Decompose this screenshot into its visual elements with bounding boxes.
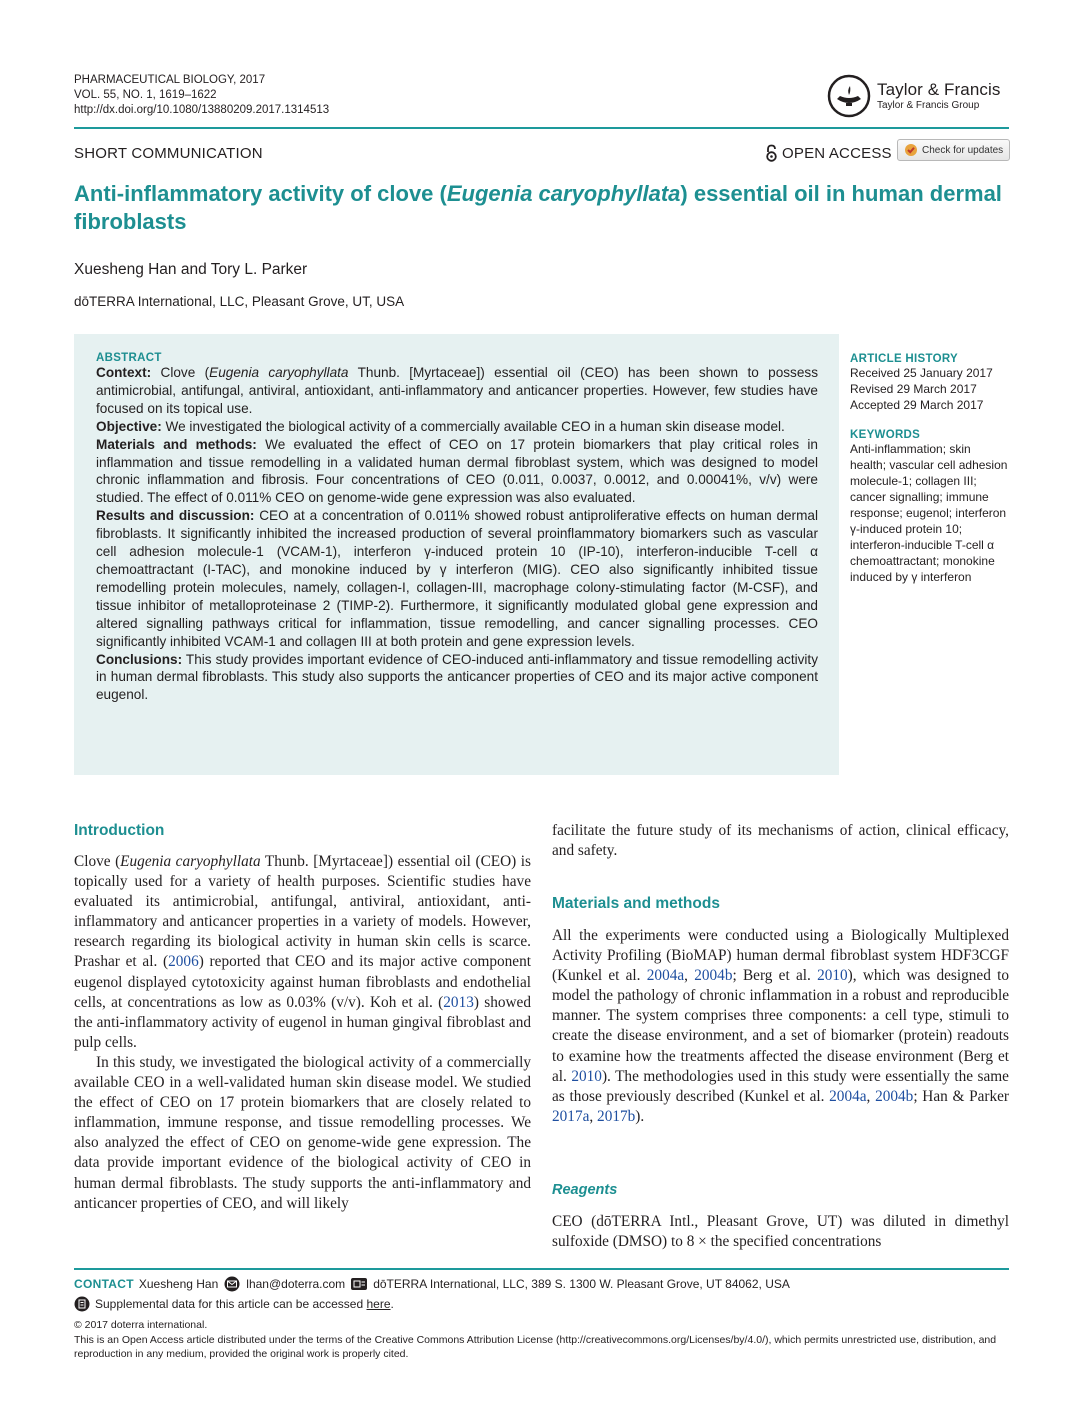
check-for-updates-button[interactable] (897, 139, 1010, 161)
results-label: Results and discussion: (96, 508, 255, 524)
journal-name: PHARMACEUTICAL BIOLOGY, 2017 (74, 74, 266, 86)
abstract-methods (96, 436, 818, 508)
text: Thunb. [Myrtaceae]) essential oil (CEO) is topically used for a variety of health purposes. Scientific studies have evaluated its antimicrobial, antifungal, antiviral, antioxidant, anti-inflammatory and anticancer properties in a variety of models. However, research regarding its biological activity in human skin cells is scarce. Prashar et al. ( (74, 853, 531, 971)
open-access-badge (765, 144, 892, 162)
text: ; Berg et al. (732, 967, 818, 985)
revised-date: Revised 29 March 2017 (850, 382, 977, 396)
objective-label: Objective: (96, 418, 162, 434)
species: Eugenia caryophyllata (120, 853, 261, 870)
text: We investigated the biological activity of a commercially available CEO in a human skin disease model. (165, 418, 785, 434)
citation-link[interactable]: 2004a (829, 1087, 867, 1105)
journal-volume: VOL. 55, NO. 1, 1619–1622 (74, 89, 217, 101)
citation-link[interactable]: 2017a (552, 1107, 590, 1125)
reagents-text: CEO (dōTERRA Intl., Pleasant Grove, UT) was diluted in dimethyl sulfoxide (DMSO) to 8 × the specified concentrations (552, 1213, 1009, 1251)
intro-continued: facilitate the future study of its mechanisms of action, clinical efficacy, and safety. (552, 822, 1009, 860)
abstract-heading: ABSTRACT (96, 352, 162, 364)
citation-link[interactable]: 2004b (694, 967, 733, 985)
license-text: This is an Open Access article distributed under the terms of the Creative Commons Attribution License (http://creativecommons.org/Licenses/by/4.0/), which permits unrestricted use, distribution, and reproduction in any medium, provided the original work is properly cited. (74, 1334, 997, 1360)
text: ). (635, 1107, 645, 1125)
methods-text (552, 926, 1009, 1127)
text: , (866, 1087, 876, 1105)
abstract-results (96, 507, 818, 650)
email-icon (223, 1276, 241, 1292)
section-label: SHORT COMMUNICATION (74, 145, 263, 162)
abstract-body (96, 364, 818, 704)
text: ; Han & Parker (913, 1087, 1009, 1105)
reagents-heading: Reagents (552, 1182, 618, 1198)
text: , (684, 967, 695, 985)
intro-paragraph-1 (74, 852, 531, 1053)
check-for-updates-label: Check for updates (922, 144, 1004, 156)
intro-text (74, 852, 531, 1214)
affiliation: dōTERRA International, LLC, Pleasant Grove, UT, USA (74, 294, 405, 309)
publisher-logo (827, 74, 1000, 118)
supplemental-link[interactable]: here (366, 1297, 391, 1311)
abstract-objective (96, 418, 818, 436)
citation-link[interactable]: 2010 (817, 967, 848, 985)
intro-paragraph-2: In this study, we investigated the biological activity of a commercially available CEO in a well-validated human skin disease model. We studied the effect of CEO on 17 protein biomarkers that are closely related to inflammation, immune response, and tissue remodelling processes. We also analyzed the effect of CEO on genome-wide gene expression. The data provide important evidence of the biological activity of CEO in human dermal fibroblasts. The study supports the anti-inflammatory and anticancer properties of CEO, and will likely (74, 1053, 531, 1212)
contact-address: dōTERRA International, LLC, 389 S. 1300 W. Pleasant Grove, UT 84062, USA (373, 1277, 790, 1291)
citation-link[interactable]: 2013 (443, 993, 474, 1011)
authors: Xuesheng Han and Tory L. Parker (74, 261, 308, 278)
citation-link[interactable]: 2004a (646, 967, 685, 985)
contact-line (74, 1276, 790, 1292)
text: ) reported that CEO and its major active component eugenol displayed cytotoxicity against human fibroblasts and endothelial cells, at concentrations as low as 0.03% (v/v). Koh et al. ( (74, 953, 531, 1011)
crossmark-icon (904, 143, 918, 157)
article-sidebar (850, 353, 1010, 585)
title-part: Anti-inflammatory activity of clove ( (74, 181, 447, 206)
text: CEO at a concentration of 0.011% showed robust antiproliferative effects on human dermal fibroblasts. It significantly inhibited the increased production of several proinflammatory biomarkers such as vascular cell adhesion molecule-1 (VCAM-1), interferon γ-induced protein 10 (IP-10), interferon-inducible T-cell α chemoattractant (I-TAC), and monokine induced by γ interferon (MIG). CEO also significantly inhibited tissue remodelling protein molecules, namely, collagen-I, collagen-III, macrophage colony-stimulating factor (M-CSF), and tissue inhibitor of metalloproteinase 2 (TIMP-2). Furthermore, it significantly modulated global gene expression and altered signalling pathways critical for inflammation, tissue remodelling, and cancer signalling processes. CEO significantly inhibited VCAM-1 and collagen III at both protein and gene expression levels. (96, 508, 818, 649)
abstract-context (96, 364, 818, 418)
context-label: Context: (96, 365, 152, 380)
supplemental-text: Supplemental data for this article can be accessed (95, 1297, 367, 1311)
header-rule (74, 127, 1009, 129)
intro-heading: Introduction (74, 822, 165, 839)
open-lock-icon (765, 144, 778, 162)
text: Clove ( (74, 853, 121, 870)
conclusions-label: Conclusions: (96, 651, 183, 667)
text: Clove ( (160, 365, 210, 380)
journal-info (74, 73, 329, 118)
taylor-francis-lamp-icon (827, 74, 871, 118)
abstract-conclusions (96, 651, 818, 705)
address-icon (350, 1276, 368, 1292)
methods-paragraph (552, 926, 1009, 1127)
abstract (96, 352, 818, 704)
text: , (589, 1107, 598, 1125)
supplemental-data-icon (74, 1296, 90, 1312)
article-title (74, 180, 1004, 236)
contact-label: CONTACT (74, 1277, 134, 1291)
text: ). The methodologies used in this study were essentially the same as those previously described (Kunkel et al. (552, 1067, 1009, 1105)
keywords-list: Anti-inflammation; skin health; vascular cell adhesion molecule-1; collagen III; cancer signalling; immune response; eugenol; interferon γ-induced protein 10; interferon-inducible T-cell α chemoattractant; monokine induced by γ interferon (850, 442, 1008, 584)
article-history-heading: ARTICLE HISTORY (850, 353, 959, 365)
species: Eugenia caryophyllata (209, 365, 349, 380)
publisher-name: Taylor & Francis (877, 80, 1001, 99)
keywords-heading: KEYWORDS (850, 429, 921, 441)
text: We evaluated the effect of CEO on 17 protein biomarkers that play critical roles in inflammation and tissue remodelling in a validated human dermal fibroblast system, which was designed to model chronic inflammation and fibrosis. Four concentrations of CEO (0.011, 0.0037, 0.0012, and 0.00041%, v/v) were studied. The effect of 0.011% CEO on genome-wide gene expression was also evaluated. (96, 436, 818, 506)
copyright: © 2017 doterra international. (74, 1319, 208, 1331)
supplemental-line (74, 1296, 394, 1312)
citation-link[interactable]: 2006 (168, 953, 199, 971)
text: All the experiments were conducted using a Biologically Multiplexed Activity Profiling (BioMAP) human dermal fibroblast system HDF3CGF (Kunkel et al. (552, 927, 1009, 985)
title-species: Eugenia caryophyllata (446, 181, 681, 206)
title-part: ) essential oil in human dermal fibroblasts (74, 181, 1002, 234)
contact-email[interactable]: lhan@doterra.com (246, 1277, 346, 1291)
citation-link[interactable]: 2004b (875, 1087, 914, 1105)
citation-link[interactable]: 2010 (571, 1067, 602, 1085)
publisher-group: Taylor & Francis Group (877, 100, 980, 111)
text: ) showed the anti-inflammatory activity of eugenol in human gingival fibroblast and pulp cells. (74, 993, 531, 1051)
contact-name: Xuesheng Han (138, 1277, 219, 1291)
citation-link[interactable]: 2017b (597, 1107, 636, 1125)
doi-link[interactable]: http://dx.doi.org/10.1080/13880209.2017.1314513 (74, 104, 330, 116)
accepted-date: Accepted 29 March 2017 (850, 398, 984, 412)
received-date: Received 25 January 2017 (850, 366, 993, 380)
methods-label: Materials and methods: (96, 436, 257, 452)
supplemental-end: . (390, 1297, 394, 1311)
methods-heading: Materials and methods (552, 895, 720, 912)
open-access-label: OPEN ACCESS (782, 144, 892, 162)
text: Thunb. [Myrtaceae]) essential oil (CEO) has been shown to possess antimicrobial, antifungal, antiviral, antioxidant, anti-inflammatory and anticancer properties. However, few studies have focused on its topical use. (96, 365, 819, 416)
text: This study provides important evidence of CEO-induced anti-inflammatory and tissue remodelling activity in human dermal fibroblasts. This study also supports the anticancer properties of CEO and its major active component eugenol. (96, 651, 819, 703)
footer-rule (74, 1268, 1009, 1270)
text: ), which was designed to model the pathology of chronic inflammation in a robust and reproducible manner. The system comprises three components: a cell type, stimuli to create the disease environment, and a set of biomarker (protein) readouts to examine how the treatments affected the disease environment (Berg et al. (552, 967, 1009, 1085)
